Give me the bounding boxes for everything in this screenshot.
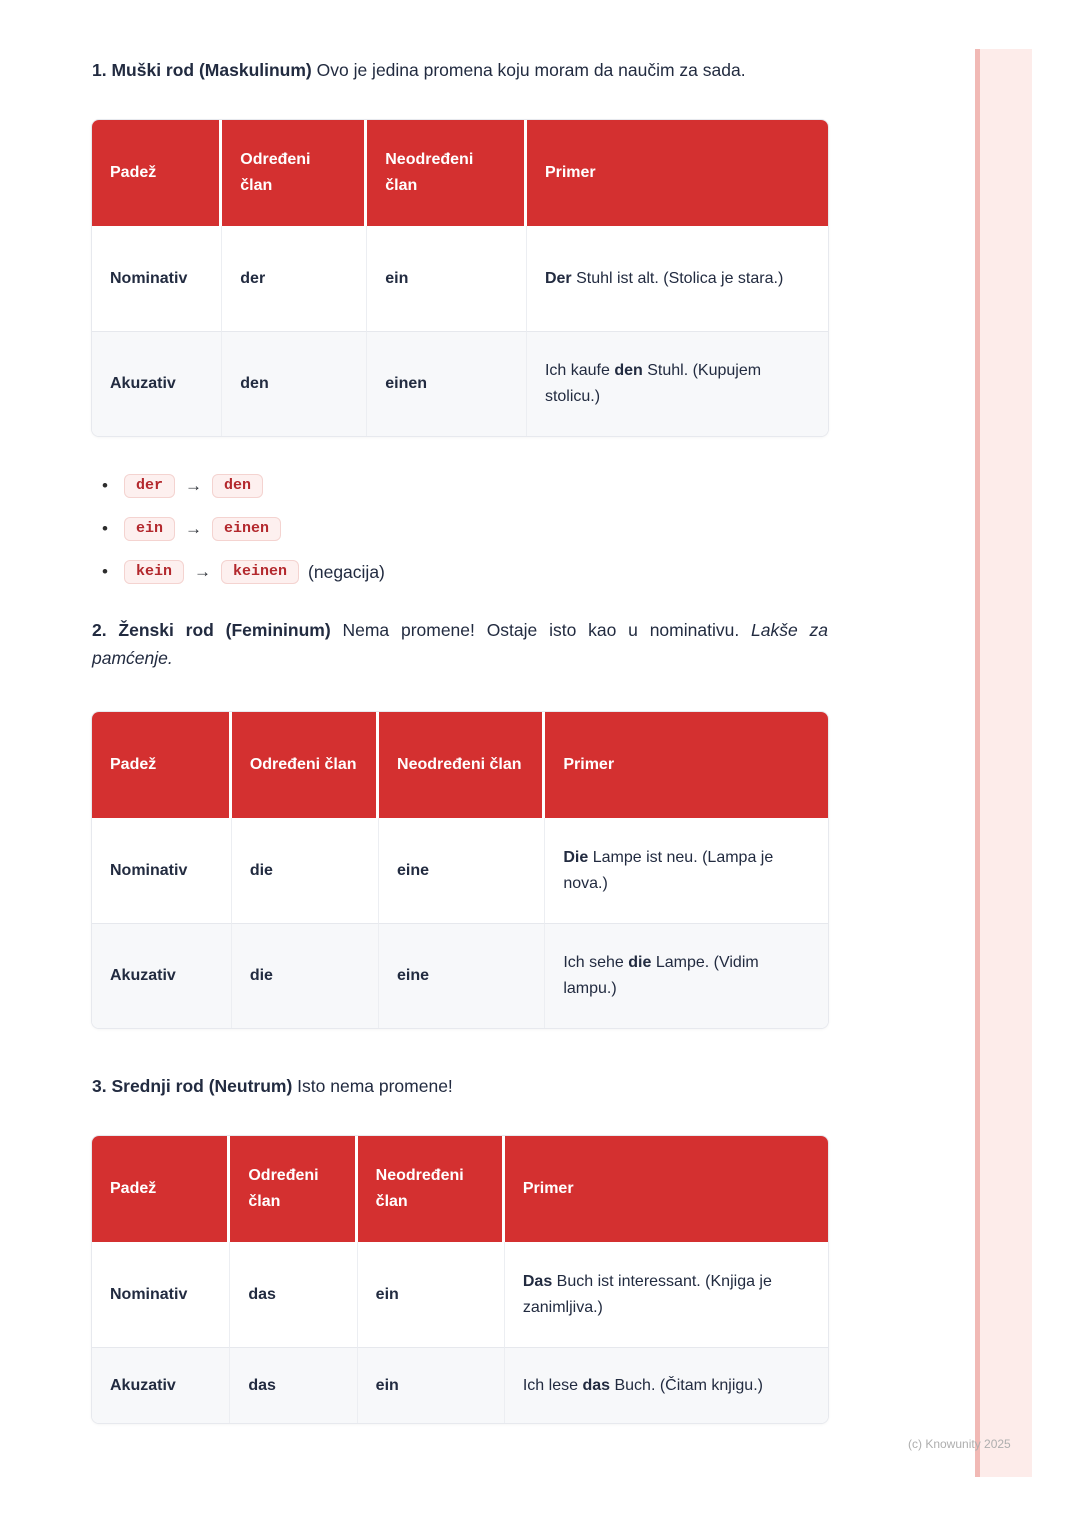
heading-bold-text: 3. Srednji rod (Neutrum) — [92, 1076, 293, 1096]
example-suffix: Stuhl. (Kupujem stolicu.) — [544, 362, 762, 405]
column-header-indefinite: Neodređeni član — [367, 120, 527, 226]
table-row — [92, 1242, 828, 1347]
section-heading-masculine — [92, 56, 828, 84]
cell-indefinite-article: ein — [367, 226, 527, 331]
column-header-example: Primer — [545, 712, 828, 818]
section-heading-neuter — [92, 1072, 828, 1100]
cell-example — [505, 1347, 828, 1423]
page-edge-accent-bar — [975, 49, 1032, 1477]
cell-definite-article: den — [222, 331, 367, 436]
cell-indefinite-article: ein — [358, 1242, 505, 1347]
table-row — [92, 331, 828, 436]
example-bold-word: das — [582, 1376, 611, 1394]
example-bold-word: die — [628, 954, 652, 971]
bullet-icon: • — [102, 562, 108, 581]
column-header-case: Padež — [92, 712, 232, 818]
example-prefix: Ich kaufe — [544, 362, 615, 379]
heading-normal-text: Ovo je jedina promena koju moram da naučim za sada. — [311, 60, 746, 80]
column-header-case: Padež — [92, 1136, 230, 1242]
column-header-indefinite: Neodređeni član — [358, 1136, 505, 1242]
column-header-indefinite: Neodređeni član — [379, 712, 545, 818]
code-badge-from: ein — [124, 517, 175, 541]
declension-table-masculine — [92, 120, 828, 436]
table-header-row — [92, 1136, 828, 1242]
declension-table-neuter — [92, 1136, 828, 1423]
bullet-icon: • — [102, 519, 108, 538]
cell-indefinite-article: eine — [379, 923, 545, 1028]
column-header-definite: Određeni član — [232, 712, 379, 818]
code-badge-from: kein — [124, 560, 184, 584]
list-item — [92, 472, 828, 500]
arrow-right-icon: → — [194, 562, 212, 581]
cell-example — [545, 923, 828, 1028]
example-bold-word: Das — [522, 1272, 553, 1290]
heading-normal-text: Nema promene! Ostaje isto kao u nominativu. — [330, 620, 751, 640]
cell-indefinite-article: ein — [358, 1347, 505, 1423]
column-header-definite: Određeni član — [222, 120, 367, 226]
negation-note: (negacija) — [308, 561, 385, 582]
declension-table-feminine — [92, 712, 828, 1028]
cell-case: Akuzativ — [92, 923, 232, 1028]
table-row — [92, 1347, 828, 1423]
example-suffix: Lampe. (Vidim lampu.) — [563, 954, 759, 997]
cell-definite-article: die — [232, 923, 379, 1028]
example-bold-word: Der — [544, 269, 572, 287]
copyright-notice: (c) Knowunity 2025 — [908, 1437, 1011, 1451]
heading-bold-text: 2. Ženski rod (Femininum) — [92, 620, 331, 640]
cell-case: Nominativ — [92, 1242, 230, 1347]
example-suffix: Lampe ist neu. (Lampa je nova.) — [563, 848, 774, 892]
cell-example — [527, 331, 828, 436]
cell-definite-article: das — [230, 1242, 357, 1347]
table-header-row — [92, 712, 828, 818]
heading-bold-text: 1. Muški rod (Maskulinum) — [92, 60, 312, 80]
heading-normal-text: Isto nema promene! — [292, 1076, 453, 1096]
column-header-example: Primer — [505, 1136, 828, 1242]
column-header-definite: Određeni član — [230, 1136, 357, 1242]
arrow-right-icon: → — [185, 476, 203, 495]
table-row — [92, 226, 828, 331]
code-badge-to: einen — [212, 517, 281, 541]
example-suffix: Buch ist interessant. (Knjiga je zanimljiva.) — [522, 1272, 772, 1316]
example-prefix: Ich sehe — [563, 954, 629, 971]
arrow-right-icon: → — [185, 519, 203, 538]
table-row — [92, 923, 828, 1028]
example-bold-word: den — [614, 362, 643, 379]
code-badge-to: den — [212, 474, 263, 498]
example-bold-word: Die — [563, 848, 589, 866]
bullet-icon: • — [102, 476, 108, 495]
cell-example — [505, 1242, 828, 1347]
cell-indefinite-article: einen — [367, 331, 527, 436]
code-badge-from: der — [124, 474, 175, 498]
example-suffix: Buch. (Čitam knjigu.) — [610, 1376, 763, 1394]
cell-example — [545, 818, 828, 923]
document-content — [92, 56, 828, 1423]
code-badge-to: keinen — [221, 560, 299, 584]
table-row — [92, 818, 828, 923]
cell-definite-article: die — [232, 818, 379, 923]
cell-case: Nominativ — [92, 818, 232, 923]
list-item — [92, 515, 828, 543]
column-header-case: Padež — [92, 120, 222, 226]
table-header-row — [92, 120, 828, 226]
cell-definite-article: der — [222, 226, 367, 331]
list-item — [92, 558, 828, 586]
example-suffix: Stuhl ist alt. (Stolica je stara.) — [571, 269, 784, 287]
section-heading-feminine — [92, 616, 828, 672]
column-header-example: Primer — [527, 120, 828, 226]
article-transformation-list — [92, 472, 828, 586]
cell-example — [527, 226, 828, 331]
heading-italic-text: Lakše za pamćenje. — [92, 620, 828, 668]
cell-case: Nominativ — [92, 226, 222, 331]
cell-case: Akuzativ — [92, 1347, 230, 1423]
cell-definite-article: das — [230, 1347, 357, 1423]
cell-indefinite-article: eine — [379, 818, 545, 923]
example-prefix: Ich lese — [522, 1376, 583, 1394]
cell-case: Akuzativ — [92, 331, 222, 436]
